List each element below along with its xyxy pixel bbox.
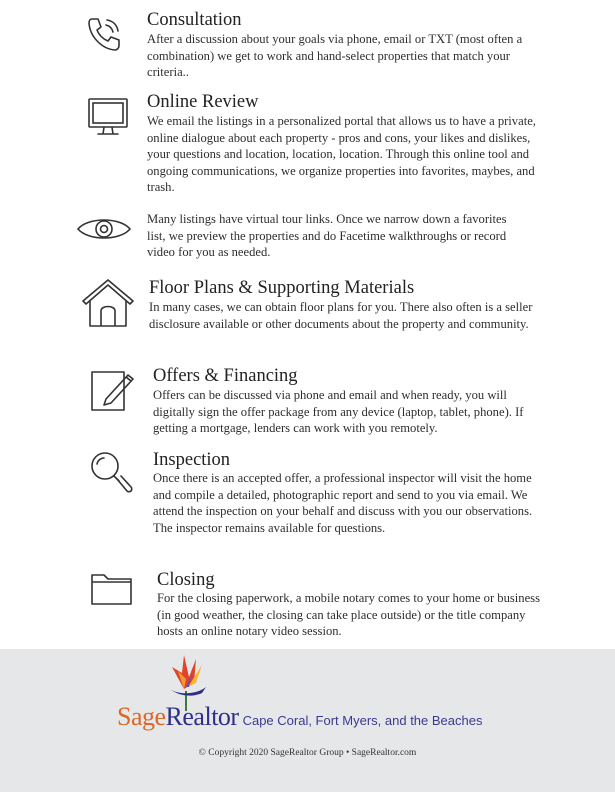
brand-realtor: Realtor <box>165 702 239 731</box>
house-icon <box>80 277 136 329</box>
brand-lockup <box>117 702 482 732</box>
step-description: We email the listings in a personalized portal that allows us to have a private, online dialogue about each property - pros and cons, your likes and dislikes, your questions and location, location, location. Through this online tool and ongoing communications, we organize properties into favorites, maybes, and trash. <box>147 114 536 195</box>
magnifier-icon <box>89 450 133 496</box>
copyright: © Copyright 2020 SageRealtor Group • SageRealtor.com <box>198 748 417 758</box>
step-description: Once there is an accepted offer, a professional inspector will visit the home and compile a detailed, photographic report and send to you via email. We attend the inspection on your behalf and discuss with you our observations. The inspector remains available for questions. <box>153 471 533 535</box>
step-description: Many listings have virtual tour links. Once we narrow down a favorites list, we preview the properties and do Facetime walkthroughs or record video for you as needed. <box>147 212 507 260</box>
step-description: After a discussion about your goals via phone, email or TXT (most often a combination) we get to work and hand-select properties that match your criteria.. <box>147 32 523 80</box>
step-description: Offers can be discussed via phone and email and when ready, you will digitally sign the offer package from any device (laptop, tablet, phone). If getting a mortgage, lenders can work with you remotely. <box>153 388 524 436</box>
brand-sage: Sage <box>117 702 166 731</box>
phone-icon <box>84 14 124 54</box>
step-title: Inspection <box>153 450 231 470</box>
step-title: Consultation <box>147 10 242 30</box>
folder-icon <box>90 571 134 607</box>
step-title: Floor Plans & Supporting Materials <box>149 278 415 298</box>
monitor-icon <box>87 96 131 140</box>
step-description: For the closing paperwork, a mobile notary comes to your home or business (in good weather, the closing can take place outside) or the title company hosts an online notary video session. <box>157 591 540 639</box>
step-title: Offers & Financing <box>153 366 298 386</box>
step-title: Online Review <box>147 92 259 112</box>
step-description: In many cases, we can obtain floor plans for you. There also often is a seller disclosure available or other documents about the property and community. <box>149 300 533 331</box>
step-title: Closing <box>157 570 215 590</box>
document-pen-icon <box>90 369 138 413</box>
eye-icon <box>76 213 132 245</box>
brand-tagline: Cape Coral, Fort Myers, and the Beaches <box>242 713 483 728</box>
